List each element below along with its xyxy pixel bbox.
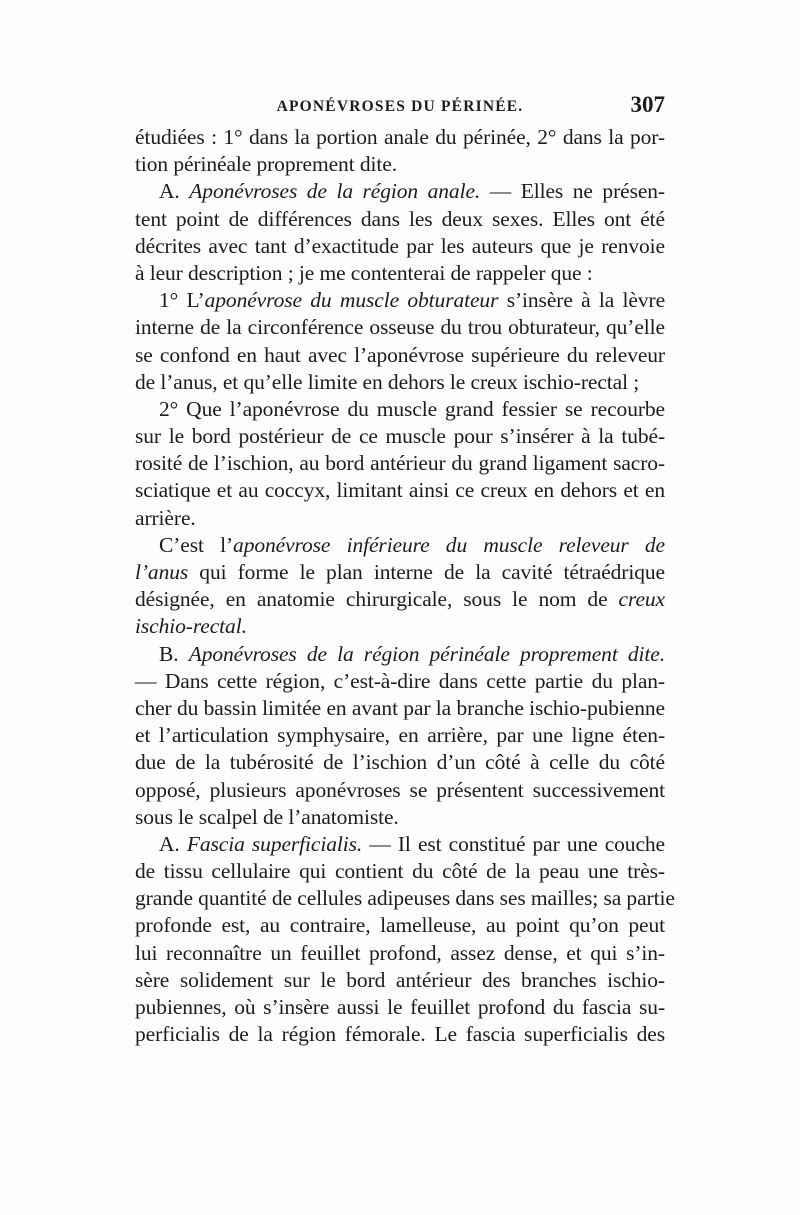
running-head: APONÉVROSES DU PÉRINÉE.: [276, 98, 524, 115]
page-number: 307: [630, 92, 665, 117]
text-line: tent point de différences dans les deux sexes. Elles ont été: [135, 206, 665, 231]
text-line: sère solidement sur le bord antérieur des branches ischio-: [135, 967, 665, 992]
body-text: [135, 124, 675, 1048]
text-line: de l’anus, et qu’elle limite en dehors le creux ischio-rectal ;: [135, 369, 640, 394]
text-line: pubiennes, où s’insère aussi le feuillet profond du fascia su-: [135, 995, 665, 1019]
text-line: sur le bord postérieur de ce muscle pour s’insérer à la tubé-: [135, 424, 665, 449]
text-line: interne de la circonférence osseuse du trou obturateur, qu’elle: [135, 315, 665, 340]
text-line: et l’articulation symphysaire, en arrière, par une ligne éten-: [135, 723, 665, 748]
text-line: étudiées : 1° dans la portion anale du périnée, 2° dans la por-: [135, 125, 665, 149]
text-line: à leur description ; je me contenterai de rappeler que :: [135, 260, 593, 285]
text-line: décrites avec tant d’exactitude par les auteurs que je renvoie: [135, 233, 665, 258]
text-line: 1° L’aponévrose du muscle obturateur s’insère à la lèvre: [159, 288, 666, 313]
text-line: sous le scalpel de l’anatomiste.: [135, 804, 399, 829]
text-line: perficialis de la région fémorale. Le fascia superficialis des: [135, 1022, 665, 1047]
text-line: désignée, en anatomie chirurgicale, sous le nom de creux: [135, 587, 665, 612]
text-line: cher du bassin limitée en avant par la branche ischio-pubienne: [135, 695, 665, 720]
text-line: tion périnéale proprement dite.: [135, 152, 397, 177]
page-header: [135, 92, 665, 122]
text-line: sciatique et au coccyx, limitant ainsi ce creux en dehors et en: [135, 478, 665, 503]
text-line: lui reconnaître un feuillet profond, assez dense, et qui s’in-: [135, 940, 665, 965]
text-line: ischio-rectal.: [135, 614, 247, 639]
text-line: l’anus qui forme le plan interne de la cavité tétraédrique: [135, 560, 665, 584]
text-line: due de la tubérosité de l’ischion d’un côté à celle du côté: [135, 750, 665, 775]
text-line: se confond en haut avec l’aponévrose supérieure du releveur: [135, 342, 665, 367]
section-heading-line: A. Fascia superficialis. — Il est constitué par une couche: [159, 831, 665, 856]
text-line: arrière.: [135, 505, 196, 530]
text-line: grande quantité de cellules adipeuses dans ses mailles; sa partie: [135, 886, 675, 911]
text-line: de tissu cellulaire qui contient du côté de la peau une très-: [135, 859, 665, 884]
text-line: — Dans cette région, c’est-à-dire dans cette partie du plan-: [135, 668, 665, 693]
section-heading-line: A. Aponévroses de la région anale. — Elles ne présen-: [159, 179, 665, 204]
text-line: rosité de l’ischion, au bord antérieur du grand ligament sacro-: [135, 451, 665, 476]
text-line: opposé, plusieurs aponévroses se présentent successivement: [135, 777, 665, 802]
section-heading-line: B. Aponévroses de la région périnéale proprement dite.: [159, 641, 665, 666]
text-line: 2° Que l’aponévrose du muscle grand fessier se recourbe: [159, 396, 665, 421]
text-line: profonde est, au contraire, lamelleuse, au point qu’on peut: [135, 913, 665, 938]
text-line: C’est l’aponévrose inférieure du muscle releveur de: [159, 532, 665, 557]
